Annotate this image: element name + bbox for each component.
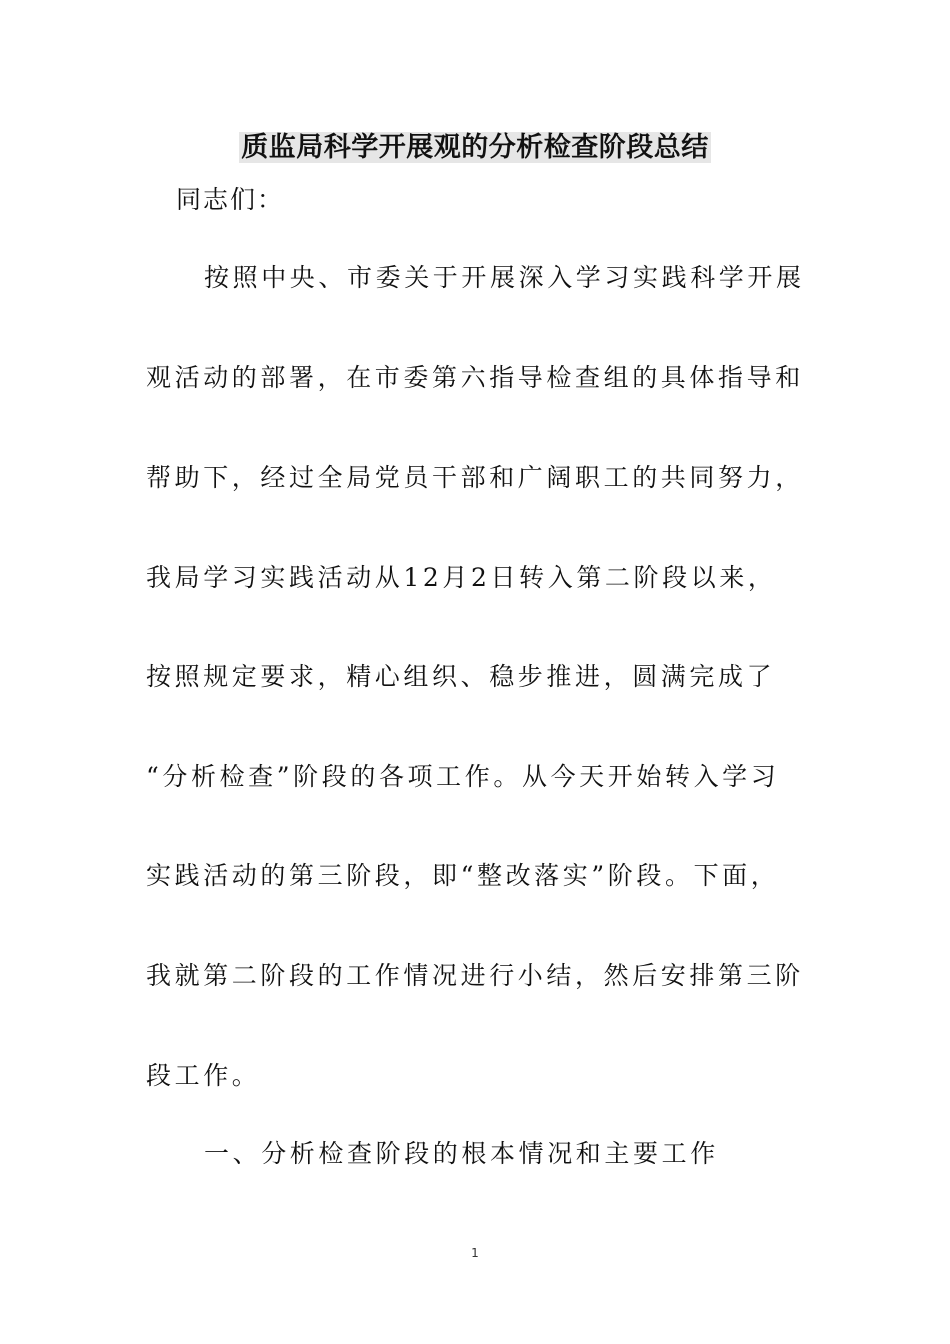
paragraph-line-6: “分析检查”阶段的各项工作。从今天开始转入学习 — [146, 762, 780, 791]
paragraph-line-8: 我就第二阶段的工作情况进行小结，然后安排第三阶 — [146, 961, 804, 990]
salutation: 同志们： — [176, 185, 285, 214]
paragraph-line-1: 按照中央、市委关于开展深入学习实践科学开展 — [204, 263, 805, 292]
paragraph-line-9: 段工作。 — [146, 1061, 261, 1090]
paragraph-line-4: 我局学习实践活动从12月2日转入第二阶段以来， — [146, 563, 777, 592]
paragraph-line-2: 观活动的部署，在市委第六指导检查组的具体指导和 — [146, 363, 804, 392]
page-number: 1 — [471, 1246, 479, 1260]
paragraph-line-5: 按照规定要求，精心组织、稳步推进，圆满完成了 — [146, 662, 776, 691]
document-title-text: 质监局科学开展观的分析检查阶段总结 — [241, 132, 709, 163]
paragraph-line-7: 实践活动的第三阶段，即“整改落实”阶段。下面， — [146, 861, 780, 890]
section-heading: 一、分析检查阶段的根本情况和主要工作 — [204, 1139, 719, 1168]
paragraph-line-3: 帮助下，经过全局党员干部和广阔职工的共同努力， — [146, 463, 804, 492]
document-title — [0, 128, 950, 168]
